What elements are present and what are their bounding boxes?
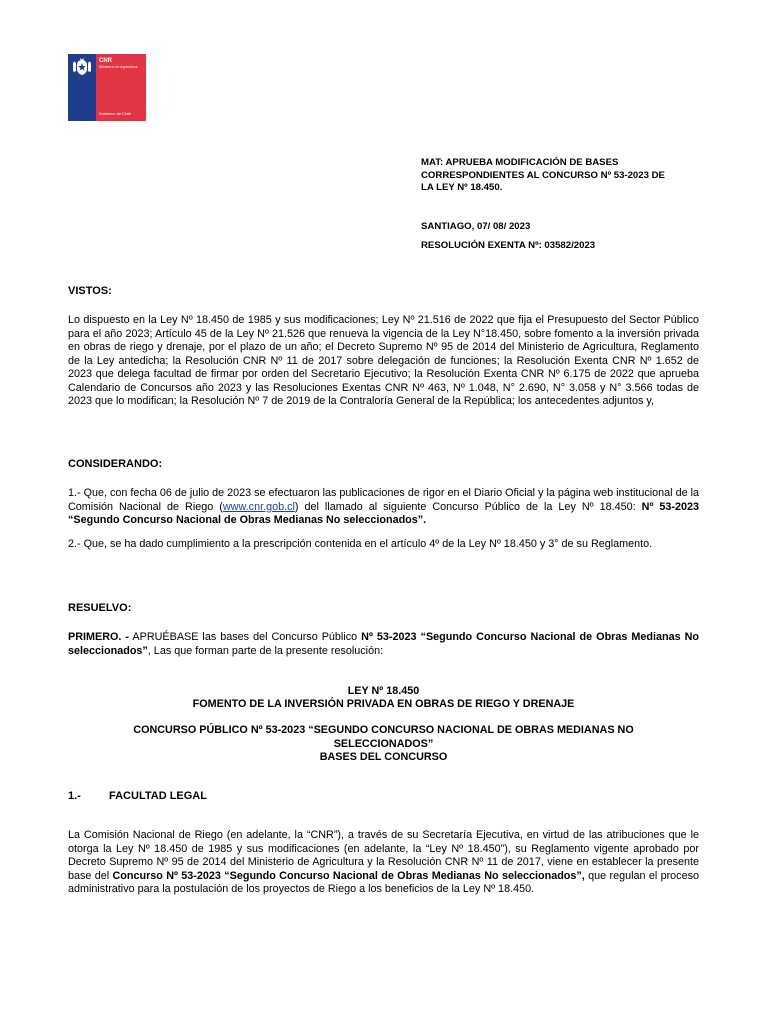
- section-1-paragraph: [68, 829, 699, 897]
- contest-name-bold: Nº 53-2023 “Segundo Concurso Nacional de Obras Medianas No seleccionados”.: [68, 500, 700, 526]
- considerando-item-1: [68, 487, 699, 528]
- primero-label: PRIMERO. -: [68, 631, 129, 643]
- vistos-text: Lo dispuesto en la Ley Nº 18.450 de 1985 y sus modificaciones; Ley Nº 21.516 de 2022 que fija el Presupuesto del Sector Público para el año 2023; Artículo 45 de la Ley Nº 21.526 que renueva la vigencia de la Ley N°18.450, sobre fomento a la inversión privada en obras de riego y drenaje, por el plazo de un año; el Decreto Supremo Nº 95 de 2014 del Ministerio de Agricultura, Reglamento de la Ley antedicha; la Resolución CNR Nº 11 de 2017 sobre delegación de funciones; la Resolución Exenta CNR Nº 1.652 de 2023 que delega facultad de firmar por orden del Secretario Ejecutivo; la Resolución Exenta CNR Nº 6.175 de 2022 que aprueba Calendario de Concursos año 2023 y las Resoluciones Exentas CNR Nº 463, Nº 1.048, N° 2.690, N° 3.058 y N° 3.566 todas de 2023 que lo modifican; la Resolución Nº 7 de 2019 de la Contraloría General de la República; los antecedentes adjuntos y,: [68, 314, 699, 407]
- section-1-text-end: que regulan el proceso administrativo para la postulación de los proyectos de Riego a los beneficios de la Ley Nº 18.450.: [68, 869, 699, 895]
- primero-text: APRUÉBASE las bases del Concurso Público: [129, 631, 362, 643]
- subject-line: CORRESPONDIENTES AL CONCURSO Nº 53-2023 DE: [421, 169, 665, 181]
- bases-law-subtitle: FOMENTO DE LA INVERSIÓN PRIVADA EN OBRAS DE RIEGO Y DRENAJE: [192, 698, 575, 710]
- bases-contest-title: CONCURSO PÚBLICO Nº 53-2023 “SEGUNDO CONCURSO NACIONAL DE OBRAS MEDIANAS NO: [133, 724, 634, 736]
- subject-line: MAT: APRUEBA MODIFICACIÓN DE BASES: [421, 157, 619, 168]
- cnr-logo: [68, 54, 146, 121]
- cnr-website-link[interactable]: www.cnr.gob.cl: [222, 500, 295, 513]
- section-title: FACULTAD LEGAL: [109, 790, 207, 802]
- considerando-item-1-text-cont: ) del llamado al siguiente Concurso Público de la Ley Nº 18.450:: [294, 500, 642, 513]
- bases-contest-title-cont: SELECCIONADOS”: [333, 738, 434, 750]
- section-1-text: La Comisión Nacional de Riego (en adelante, la “CNR”), a través de su Secretaría Ejecutiva, en virtud de las atribuciones que le otorga la Ley Nº 18.450 de 1985 y sus modificaciones (en adelante, la “Ley Nº 18.450”), su Reglamento vigente aprobado por Decreto Supremo Nº 95 de 2014 del Ministerio de Agricultura y la Resolución CNR Nº 11 de 2017, viene en establecer la presente base del: [68, 829, 699, 882]
- place-date: SANTIAGO, 07/ 08/ 2023: [421, 221, 531, 232]
- resolution-number: RESOLUCIÓN EXENTA Nº: 03582/2023: [421, 240, 596, 251]
- logo-government: Gobierno de Chile: [99, 111, 132, 116]
- section-1-contest-bold: Concurso Nº 53-2023 “Segundo Concurso Nacional de Obras Medianas No seleccionados”,: [112, 869, 585, 882]
- subject-line: LA LEY Nº 18.450.: [421, 182, 503, 193]
- resuelvo-heading: RESUELVO:: [68, 602, 132, 614]
- logo-red-panel: [96, 54, 146, 121]
- coat-of-arms-icon: [70, 57, 94, 77]
- considerando-heading: CONSIDERANDO:: [68, 458, 163, 470]
- vistos-heading: VISTOS:: [68, 285, 112, 297]
- considerando-item-1-text: 1.- Que, con fecha 06 de julio de 2023 se efectuaron las publicaciones de rigor en el Diario Oficial y la página web institucional de la Comisión Nacional de Riego (: [68, 487, 699, 513]
- bases-heading: BASES DEL CONCURSO: [319, 751, 448, 763]
- section-number: 1.-: [68, 790, 81, 802]
- logo-acronym: CNR: [99, 58, 112, 64]
- logo-ministry: Ministerio de Agricultura: [99, 65, 138, 69]
- logo-blue-panel: [68, 54, 96, 121]
- considerando-item-2: 2.- Que, se ha dado cumplimiento a la prescripción contenida en el artículo 4º de la Ley Nº 18.450 y 3° de su Reglamento.: [68, 538, 653, 550]
- primero-contest-bold: Nº 53-2023 “Segundo Concurso Nacional de Obras Medianas No seleccionados”: [68, 631, 699, 657]
- subject-block: [421, 157, 701, 195]
- primero-paragraph: [68, 631, 699, 658]
- bases-law-title: LEY Nº 18.450: [347, 685, 420, 697]
- primero-text-end: , Las que forman parte de la presente resolución:: [147, 644, 384, 657]
